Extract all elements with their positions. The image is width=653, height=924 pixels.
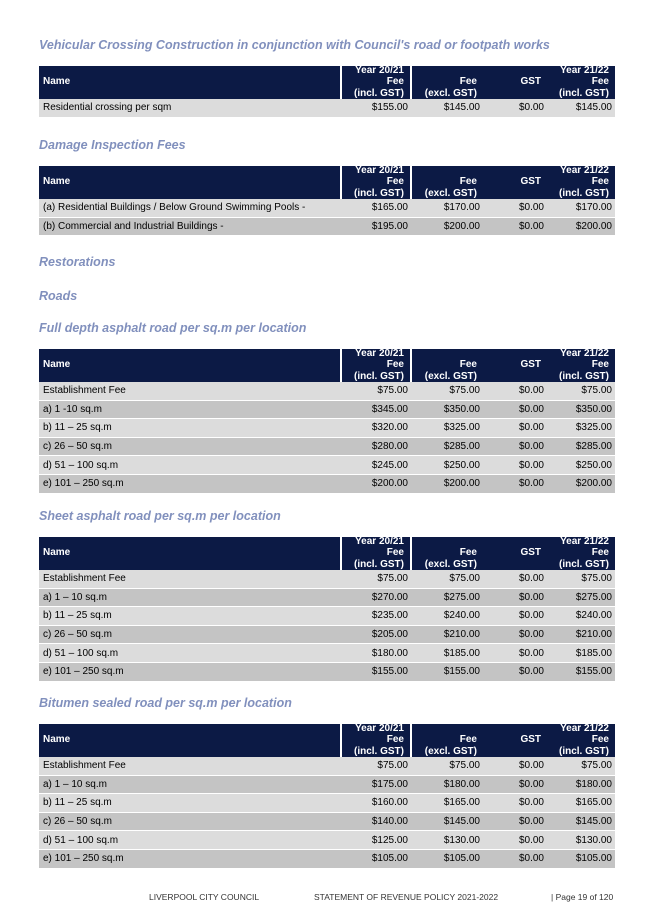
table-row xyxy=(39,217,615,236)
cell-gst: $0.00 xyxy=(483,849,547,868)
cell-name: d) 51 – 100 sq.m xyxy=(39,831,341,850)
cell-fee-excl: $325.00 xyxy=(411,419,483,438)
cell-gst: $0.00 xyxy=(483,419,547,438)
cell-name: Establishment Fee xyxy=(39,570,341,588)
table-row xyxy=(39,474,615,493)
cell-fee-incl: $250.00 xyxy=(547,456,615,475)
table-row xyxy=(39,812,615,831)
cell-fee-excl: $165.00 xyxy=(411,794,483,813)
header-year-next-fee xyxy=(547,537,615,570)
table-row xyxy=(39,588,615,607)
header-excl-gst: (excl. GST) xyxy=(424,87,477,99)
header-incl-gst: (incl. GST) xyxy=(559,370,609,382)
footer-document-title: STATEMENT OF REVENUE POLICY 2021-2022 xyxy=(314,892,499,902)
table-row xyxy=(39,644,615,663)
table-row xyxy=(39,662,615,681)
header-incl-gst: (incl. GST) xyxy=(354,370,404,382)
header-year-next-fee xyxy=(547,349,615,382)
header-year-next-fee xyxy=(547,724,615,757)
cell-name: d) 51 – 100 sq.m xyxy=(39,644,341,663)
cell-fee-incl: $275.00 xyxy=(547,588,615,607)
header-fee-label: Fee xyxy=(459,734,477,745)
cell-name: b) 11 – 25 sq.m xyxy=(39,607,341,626)
cell-name: (b) Commercial and Industrial Buildings - xyxy=(39,217,341,236)
header-fee-label: Fee xyxy=(591,734,609,745)
header-year-prev-fee xyxy=(341,537,411,570)
table-header-row xyxy=(39,724,615,757)
cell-gst: $0.00 xyxy=(483,99,547,117)
cell-fee-incl: $75.00 xyxy=(547,570,615,588)
cell-fee-prev: $195.00 xyxy=(341,217,411,236)
header-year-next: Year 21/22 xyxy=(560,348,609,359)
header-name: Name xyxy=(39,537,341,570)
table-row xyxy=(39,382,615,400)
header-gst-label: GST xyxy=(520,547,541,558)
cell-fee-excl: $250.00 xyxy=(411,456,483,475)
cell-fee-incl: $180.00 xyxy=(547,775,615,794)
cell-fee-prev: $105.00 xyxy=(341,849,411,868)
header-year-prev: Year 20/21 xyxy=(355,536,404,547)
header-fee-label: Fee xyxy=(459,547,477,558)
table-header-row xyxy=(39,66,615,99)
header-year-prev: Year 20/21 xyxy=(355,723,404,734)
header-year-next-fee xyxy=(547,66,615,99)
cell-fee-prev: $180.00 xyxy=(341,644,411,663)
cell-fee-incl: $210.00 xyxy=(547,625,615,644)
cell-fee-prev: $205.00 xyxy=(341,625,411,644)
header-year-prev-fee xyxy=(341,349,411,382)
header-year-prev-fee xyxy=(341,66,411,99)
footer-page-number: | Page 19 of 120 xyxy=(551,892,614,902)
cell-gst: $0.00 xyxy=(483,437,547,456)
table-row xyxy=(39,607,615,626)
cell-name: e) 101 – 250 sq.m xyxy=(39,662,341,681)
header-incl-gst: (incl. GST) xyxy=(559,558,609,570)
table-row xyxy=(39,419,615,438)
header-gst-label: GST xyxy=(520,76,541,87)
cell-fee-excl: $170.00 xyxy=(411,199,483,217)
footer-organisation: LIVERPOOL CITY COUNCIL xyxy=(149,892,260,902)
cell-gst: $0.00 xyxy=(483,199,547,217)
cell-fee-excl: $200.00 xyxy=(411,217,483,236)
header-name: Name xyxy=(39,66,341,99)
table-row xyxy=(39,99,615,117)
header-gst xyxy=(483,166,547,199)
header-fee-label: Fee xyxy=(459,76,477,87)
cell-name: c) 26 – 50 sq.m xyxy=(39,812,341,831)
header-excl-gst: (excl. GST) xyxy=(424,745,477,757)
cell-fee-incl: $185.00 xyxy=(547,644,615,663)
header-excl-gst: (excl. GST) xyxy=(424,187,477,199)
cell-fee-prev: $75.00 xyxy=(341,382,411,400)
cell-gst: $0.00 xyxy=(483,831,547,850)
table-row xyxy=(39,400,615,419)
cell-gst: $0.00 xyxy=(483,757,547,775)
cell-fee-prev: $155.00 xyxy=(341,99,411,117)
header-name: Name xyxy=(39,349,341,382)
table-row xyxy=(39,849,615,868)
cell-gst: $0.00 xyxy=(483,794,547,813)
header-year-prev-fee xyxy=(341,724,411,757)
cell-fee-prev: $160.00 xyxy=(341,794,411,813)
table-row xyxy=(39,199,615,217)
header-year-next: Year 21/22 xyxy=(560,65,609,76)
cell-name: b) 11 – 25 sq.m xyxy=(39,794,341,813)
cell-name: Establishment Fee xyxy=(39,382,341,400)
cell-fee-excl: $105.00 xyxy=(411,849,483,868)
header-excl-gst: (excl. GST) xyxy=(424,370,477,382)
table-row xyxy=(39,757,615,775)
cell-fee-excl: $75.00 xyxy=(411,382,483,400)
header-fee-label: Fee xyxy=(386,547,404,558)
section-title-damage-inspection: Damage Inspection Fees xyxy=(39,138,186,152)
cell-fee-excl: $285.00 xyxy=(411,437,483,456)
cell-fee-incl: $240.00 xyxy=(547,607,615,626)
header-incl-gst: (incl. GST) xyxy=(354,745,404,757)
cell-gst: $0.00 xyxy=(483,775,547,794)
cell-fee-incl: $75.00 xyxy=(547,382,615,400)
cell-name: c) 26 – 50 sq.m xyxy=(39,437,341,456)
header-fee-excl xyxy=(411,66,483,99)
cell-gst: $0.00 xyxy=(483,644,547,663)
header-fee-label: Fee xyxy=(459,359,477,370)
header-fee-label: Fee xyxy=(386,734,404,745)
cell-fee-incl: $145.00 xyxy=(547,99,615,117)
header-excl-gst: (excl. GST) xyxy=(424,558,477,570)
table-row xyxy=(39,570,615,588)
header-year-next: Year 21/22 xyxy=(560,165,609,176)
cell-fee-excl: $200.00 xyxy=(411,474,483,493)
cell-fee-prev: $270.00 xyxy=(341,588,411,607)
header-incl-gst: (incl. GST) xyxy=(559,87,609,99)
cell-name: c) 26 – 50 sq.m xyxy=(39,625,341,644)
header-name: Name xyxy=(39,166,341,199)
cell-gst: $0.00 xyxy=(483,382,547,400)
cell-fee-prev: $125.00 xyxy=(341,831,411,850)
cell-fee-prev: $280.00 xyxy=(341,437,411,456)
cell-name: Establishment Fee xyxy=(39,757,341,775)
cell-fee-prev: $175.00 xyxy=(341,775,411,794)
header-fee-excl xyxy=(411,537,483,570)
cell-fee-prev: $155.00 xyxy=(341,662,411,681)
cell-fee-excl: $75.00 xyxy=(411,570,483,588)
header-year-prev-fee xyxy=(341,166,411,199)
cell-fee-prev: $345.00 xyxy=(341,400,411,419)
header-name: Name xyxy=(39,724,341,757)
header-incl-gst: (incl. GST) xyxy=(354,187,404,199)
cell-gst: $0.00 xyxy=(483,662,547,681)
cell-fee-prev: $165.00 xyxy=(341,199,411,217)
table-row xyxy=(39,775,615,794)
cell-name: e) 101 – 250 sq.m xyxy=(39,849,341,868)
header-fee-label: Fee xyxy=(386,176,404,187)
cell-fee-excl: $180.00 xyxy=(411,775,483,794)
table-header-row xyxy=(39,166,615,199)
cell-gst: $0.00 xyxy=(483,474,547,493)
fee-table-bitumen-sealed xyxy=(39,724,615,869)
cell-name: d) 51 – 100 sq.m xyxy=(39,456,341,475)
header-fee-excl xyxy=(411,166,483,199)
cell-fee-incl: $350.00 xyxy=(547,400,615,419)
cell-fee-incl: $170.00 xyxy=(547,199,615,217)
cell-name: (a) Residential Buildings / Below Ground Swimming Pools - xyxy=(39,199,341,217)
cell-gst: $0.00 xyxy=(483,570,547,588)
table-header-row xyxy=(39,349,615,382)
cell-fee-excl: $130.00 xyxy=(411,831,483,850)
cell-fee-incl: $285.00 xyxy=(547,437,615,456)
cell-fee-prev: $140.00 xyxy=(341,812,411,831)
header-gst-label: GST xyxy=(520,359,541,370)
section-title-full-depth-asphalt: Full depth asphalt road per sq.m per location xyxy=(39,321,307,335)
header-gst-label: GST xyxy=(520,176,541,187)
header-gst xyxy=(483,66,547,99)
section-title-vehicular-crossing: Vehicular Crossing Construction in conjunction with Council's road or footpath works xyxy=(39,38,550,52)
cell-fee-prev: $320.00 xyxy=(341,419,411,438)
cell-fee-incl: $200.00 xyxy=(547,474,615,493)
table-row xyxy=(39,625,615,644)
header-gst xyxy=(483,349,547,382)
header-fee-excl xyxy=(411,724,483,757)
cell-fee-excl: $350.00 xyxy=(411,400,483,419)
cell-fee-incl: $165.00 xyxy=(547,794,615,813)
heading-roads: Roads xyxy=(39,289,78,303)
fee-table-full-depth-asphalt xyxy=(39,349,615,494)
cell-fee-incl: $325.00 xyxy=(547,419,615,438)
header-year-next: Year 21/22 xyxy=(560,723,609,734)
header-year-prev: Year 20/21 xyxy=(355,165,404,176)
header-fee-label: Fee xyxy=(591,547,609,558)
fee-table-sheet-asphalt xyxy=(39,537,615,682)
cell-name: a) 1 – 10 sq.m xyxy=(39,588,341,607)
header-year-next: Year 21/22 xyxy=(560,536,609,547)
table-row xyxy=(39,794,615,813)
section-title-sheet-asphalt: Sheet asphalt road per sq.m per location xyxy=(39,509,281,523)
cell-fee-incl: $130.00 xyxy=(547,831,615,850)
cell-fee-excl: $275.00 xyxy=(411,588,483,607)
cell-fee-excl: $185.00 xyxy=(411,644,483,663)
cell-gst: $0.00 xyxy=(483,456,547,475)
header-fee-label: Fee xyxy=(386,76,404,87)
cell-fee-excl: $145.00 xyxy=(411,812,483,831)
section-title-bitumen-sealed: Bitumen sealed road per sq.m per location xyxy=(39,696,292,710)
cell-gst: $0.00 xyxy=(483,217,547,236)
header-fee-label: Fee xyxy=(459,176,477,187)
cell-name: a) 1 -10 sq.m xyxy=(39,400,341,419)
cell-fee-excl: $240.00 xyxy=(411,607,483,626)
header-incl-gst: (incl. GST) xyxy=(354,558,404,570)
cell-gst: $0.00 xyxy=(483,607,547,626)
cell-fee-prev: $245.00 xyxy=(341,456,411,475)
cell-name: b) 11 – 25 sq.m xyxy=(39,419,341,438)
cell-fee-excl: $155.00 xyxy=(411,662,483,681)
cell-gst: $0.00 xyxy=(483,588,547,607)
cell-fee-excl: $210.00 xyxy=(411,625,483,644)
header-fee-label: Fee xyxy=(591,176,609,187)
fee-table-vehicular-crossing xyxy=(39,66,615,118)
cell-name: a) 1 – 10 sq.m xyxy=(39,775,341,794)
header-incl-gst: (incl. GST) xyxy=(559,187,609,199)
header-fee-excl xyxy=(411,349,483,382)
cell-fee-excl: $145.00 xyxy=(411,99,483,117)
cell-fee-prev: $75.00 xyxy=(341,570,411,588)
cell-fee-prev: $75.00 xyxy=(341,757,411,775)
header-year-prev: Year 20/21 xyxy=(355,65,404,76)
cell-gst: $0.00 xyxy=(483,625,547,644)
header-year-prev: Year 20/21 xyxy=(355,348,404,359)
cell-name: Residential crossing per sqm xyxy=(39,99,341,117)
heading-restorations: Restorations xyxy=(39,255,116,269)
cell-fee-prev: $200.00 xyxy=(341,474,411,493)
table-header-row xyxy=(39,537,615,570)
header-fee-label: Fee xyxy=(386,359,404,370)
header-gst-label: GST xyxy=(520,734,541,745)
header-gst xyxy=(483,724,547,757)
cell-fee-incl: $200.00 xyxy=(547,217,615,236)
header-incl-gst: (incl. GST) xyxy=(354,87,404,99)
header-fee-label: Fee xyxy=(591,359,609,370)
header-fee-label: Fee xyxy=(591,76,609,87)
cell-fee-incl: $105.00 xyxy=(547,849,615,868)
table-row xyxy=(39,831,615,850)
cell-name: e) 101 – 250 sq.m xyxy=(39,474,341,493)
cell-fee-excl: $75.00 xyxy=(411,757,483,775)
table-row xyxy=(39,437,615,456)
table-row xyxy=(39,456,615,475)
cell-fee-incl: $145.00 xyxy=(547,812,615,831)
cell-fee-incl: $75.00 xyxy=(547,757,615,775)
cell-fee-incl: $155.00 xyxy=(547,662,615,681)
header-incl-gst: (incl. GST) xyxy=(559,745,609,757)
header-gst xyxy=(483,537,547,570)
cell-fee-prev: $235.00 xyxy=(341,607,411,626)
header-year-next-fee xyxy=(547,166,615,199)
cell-gst: $0.00 xyxy=(483,812,547,831)
fee-table-damage-inspection xyxy=(39,166,615,236)
cell-gst: $0.00 xyxy=(483,400,547,419)
